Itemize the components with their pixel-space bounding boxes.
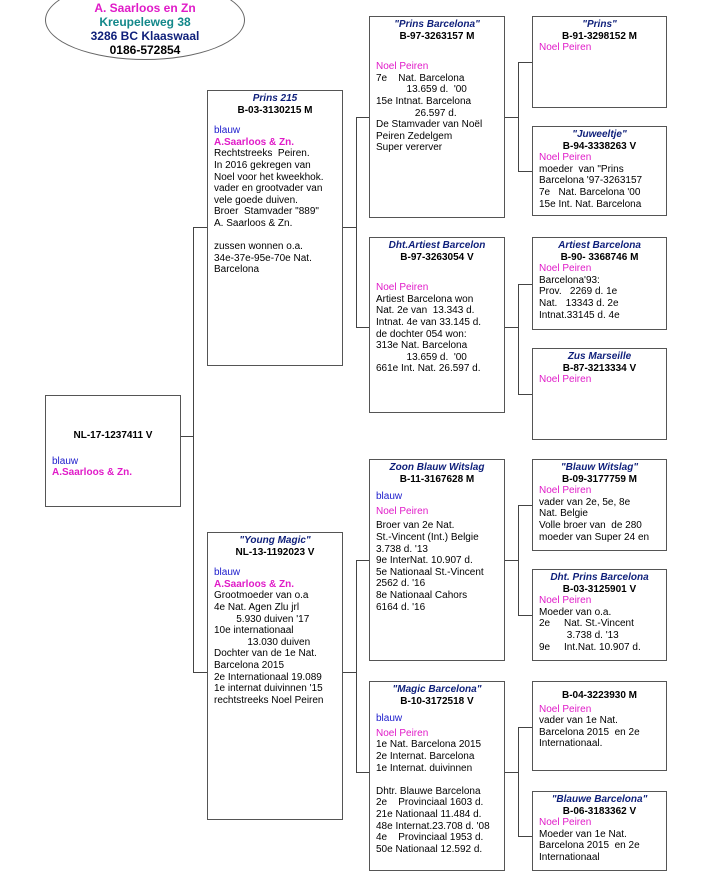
sd-dam-card[interactable] [532, 348, 667, 440]
subject-card[interactable] [45, 395, 181, 507]
dd-dam-name: "Blauwe Barcelona" [551, 794, 648, 805]
note-line: 661e Int. Nat. 26.597 d. [376, 363, 481, 375]
sire-dam-ring-number: B-97-3263054 V [400, 251, 474, 263]
note-line: Barcelona 2015 en 2e [539, 726, 640, 738]
dd-sire-notes [539, 715, 660, 750]
dam-dam-card[interactable] [369, 681, 505, 871]
connector [356, 117, 357, 328]
dam-sire-breeder: Noel Peiren [376, 505, 429, 517]
dd-dam-card[interactable] [532, 791, 667, 871]
note-line: Moeder van 1e Nat. [539, 828, 627, 840]
note-line: zussen wonnen o.a. [214, 241, 303, 253]
note-line: 15e Intnat. Barcelona [376, 95, 472, 107]
note-line: Barcelona'93: [539, 274, 600, 286]
note-line: 50e Nationaal 12.592 d. [376, 843, 483, 855]
note-line: de dochter 054 won: [376, 328, 467, 340]
note-line: In 2016 gekregen van [214, 159, 311, 171]
connector [356, 117, 369, 118]
note-line: 5e Nationaal St.-Vincent [376, 566, 484, 578]
connector [518, 62, 519, 172]
note-line: Barcelona 2015 en 2e [539, 840, 640, 852]
dd-dam-notes [539, 829, 660, 864]
note-line: 26.597 d. [376, 107, 457, 119]
dd-sire-card[interactable] [532, 681, 667, 771]
note-line: Peiren Zedelgem [376, 130, 453, 142]
breeder-header [45, 0, 245, 60]
note-line: 9e Int.Nat. 10.907 d. [539, 641, 641, 653]
note-line: moeder van "Prins [539, 163, 624, 175]
connector [342, 227, 356, 228]
sire-sire-name: "Prins Barcelona" [394, 19, 480, 30]
note-line: Rechtstreeks Peiren. [214, 148, 310, 160]
connector [342, 672, 356, 673]
header-phone: 0186-572854 [109, 43, 181, 57]
connector [356, 327, 369, 328]
connector [518, 171, 532, 172]
note-line: A. Saarloos & Zn. [214, 217, 293, 229]
subject-breeder: A.Saarloos & Zn. [52, 467, 133, 479]
note-line: Barcelona [214, 264, 260, 276]
sd-sire-name: Artiest Barcelona [558, 240, 641, 251]
note-line: Noel voor het kweekhok. [214, 171, 324, 183]
dam-sire-ring-number: B-11-3167628 M [399, 473, 475, 485]
sire-sire-notes [376, 73, 498, 154]
connector [518, 394, 532, 395]
dd-sire-ring-number: B-04-3223930 M [561, 690, 638, 701]
ss-sire-card[interactable] [532, 16, 667, 108]
dd-sire-breeder: Noel Peiren [539, 703, 592, 715]
note-line: 13.030 duiven [214, 636, 311, 648]
note-line: vele goede duiven. [214, 194, 298, 206]
sd-sire-card[interactable] [532, 237, 667, 330]
dam-notes [214, 590, 336, 706]
ds-sire-breeder: Noel Peiren [539, 485, 592, 497]
note-line: 1e Nat. Barcelona 2015 [376, 739, 482, 751]
note-line: Nat. 13343 d. 2e [539, 297, 619, 309]
ss-dam-ring-number: B-94-3338263 V [562, 140, 637, 152]
ss-sire-ring-number: B-91-3298152 M [561, 30, 638, 42]
note-line: vader en grootvader van [214, 183, 323, 195]
note-line: Dhtr. Blauwe Barcelona [376, 785, 481, 797]
note-line: 2562 d. '16 [376, 578, 426, 590]
sire-dam-breeder: Noel Peiren [376, 282, 429, 294]
connector [505, 772, 518, 773]
dam-sire-notes [376, 520, 498, 613]
sire-name: Prins 215 [252, 93, 298, 104]
note-line: Dochter van de 1e Nat. [214, 648, 317, 660]
note-line: rechtstreeks Noel Peiren [214, 694, 324, 706]
note-line: 34e-37e-95e-70e Nat. [214, 252, 312, 264]
ss-sire-breeder: Noel Peiren [539, 42, 592, 54]
ss-sire-name: "Prins" [582, 19, 617, 30]
note-line: 1e Internat. duivinnen [376, 762, 473, 774]
note-line: Artiest Barcelona won [376, 293, 474, 305]
note-line: vader van 2e, 5e, 8e [539, 496, 631, 508]
header-street: Kreupeleweg 38 [99, 15, 191, 29]
note-line: Barcelona '97-3263157 [539, 175, 643, 187]
note-line: 7e Nat. Barcelona '00 [539, 186, 641, 198]
connector [356, 560, 369, 561]
note-line: 4e Nat. Agen Zlu jrl [214, 601, 300, 613]
note-line: Grootmoeder van o.a [214, 590, 309, 602]
sd-sire-notes [539, 275, 660, 321]
note-line: 1e internat duivinnen '15 [214, 683, 323, 695]
dam-card[interactable] [207, 532, 343, 820]
note-line: St.-Vincent (Int.) Belgie [376, 531, 479, 543]
connector [518, 284, 532, 285]
note-line: Super vererver [376, 142, 443, 154]
note-line: Broer Stamvader "889" [214, 206, 319, 218]
connector [356, 772, 369, 773]
connector [518, 284, 519, 395]
sire-dam-card[interactable] [369, 237, 505, 413]
note-line: 10e internationaal [214, 625, 294, 637]
note-line: Intnat.33145 d. 4e [539, 309, 620, 321]
connector [505, 117, 518, 118]
note-line: 7e Nat. Barcelona [376, 72, 465, 84]
note-line: De Stamvader van Noël [376, 119, 483, 131]
sire-card[interactable] [207, 90, 343, 366]
ds-dam-breeder: Noel Peiren [539, 595, 592, 607]
note-line: 3.738 d. '13 [376, 543, 428, 555]
connector [180, 436, 194, 437]
dam-sire-card[interactable] [369, 459, 505, 661]
dam-name: "Young Magic" [239, 535, 311, 546]
note-line: 15e Int. Nat. Barcelona [539, 198, 642, 210]
dam-dam-notes [376, 739, 498, 855]
note-line: 6164 d. '16 [376, 601, 426, 613]
dd-dam-breeder: Noel Peiren [539, 817, 592, 829]
connector [193, 227, 207, 228]
connector [518, 505, 519, 616]
sire-sire-breeder: Noel Peiren [376, 61, 429, 73]
note-line: Internationaal. [539, 738, 603, 750]
note-line: 9e InterNat. 10.907 d. [376, 555, 473, 567]
note-line: 2e Provinciaal 1603 d. [376, 797, 484, 809]
dam-sire-name: Zoon Blauw Witslag [389, 462, 485, 473]
note-line: 2e Internationaal 19.089 [214, 671, 322, 683]
ss-dam-name: "Juweeltje" [572, 129, 627, 140]
connector [518, 62, 532, 63]
sire-color: blauw [214, 125, 241, 137]
note-line: 8e Nationaal Cahors [376, 589, 468, 601]
ss-dam-notes [539, 164, 660, 210]
sd-sire-breeder: Noel Peiren [539, 263, 592, 275]
note-line: 313e Nat. Barcelona [376, 340, 468, 352]
header-name: A. Saarloos en Zn [94, 1, 196, 15]
dd-dam-ring-number: B-06-3183362 V [562, 805, 637, 817]
connector [518, 615, 532, 616]
sd-dam-name: Zus Marseille [567, 351, 632, 362]
note-line: Internationaal [539, 851, 600, 863]
ds-sire-card[interactable] [532, 459, 667, 551]
sire-sire-card[interactable] [369, 16, 505, 218]
note-line [376, 774, 498, 786]
note-line: moeder van Super 24 en [539, 531, 650, 543]
ss-dam-breeder: Noel Peiren [539, 152, 592, 164]
ds-dam-notes [539, 607, 660, 653]
note-line: Prov. 2269 d. 1e [539, 286, 618, 298]
note-line: 2e Nat. St.-Vincent [539, 618, 634, 630]
note-line: 13.659 d. '00 [376, 351, 467, 363]
note-line: 3.738 d. '13 [539, 629, 619, 641]
connector [505, 327, 518, 328]
note-line: 5.930 duiven '17 [214, 613, 310, 625]
dam-ring-number: NL-13-1192023 V [235, 546, 315, 558]
ds-dam-name: Dht. Prins Barcelona [550, 572, 649, 583]
note-line: 13.659 d. '00 [376, 84, 467, 96]
connector [505, 560, 518, 561]
subject-color: blauw [52, 455, 79, 467]
subject-ring-number: NL-17-1237411 V [73, 430, 153, 441]
ds-dam-ring-number: B-03-3125901 V [562, 583, 637, 595]
connector [518, 727, 519, 837]
connector [518, 505, 532, 506]
sire-notes [214, 148, 336, 276]
dam-dam-breeder: Noel Peiren [376, 727, 429, 739]
sd-dam-ring-number: B-87-3213334 V [562, 362, 637, 374]
sire-sire-ring-number: B-97-3263157 M [399, 30, 475, 42]
note-line: 48e Internat.23.708 d. '08 [376, 820, 490, 832]
ds-sire-notes [539, 497, 660, 543]
sire-dam-name: Dht.Artiest Barcelon [388, 240, 486, 251]
connector [518, 727, 532, 728]
note-line [214, 230, 336, 242]
note-line: 4e Provinciaal 1953 d. [376, 832, 484, 844]
sire-breeder: A.Saarloos & Zn. [214, 136, 295, 148]
dam-breeder: A.Saarloos & Zn. [214, 578, 295, 590]
note-line: 2e Internat. Barcelona [376, 750, 475, 762]
dam-sire-color: blauw [376, 491, 403, 503]
note-line: Broer van 2e Nat. [376, 520, 455, 532]
header-city: 3286 BC Klaaswaal [90, 29, 200, 43]
connector [193, 227, 194, 673]
connector [518, 836, 532, 837]
note-line: Intnat. 4e van 33.145 d. [376, 316, 482, 328]
note-line: Barcelona 2015 [214, 659, 285, 671]
note-line: Moeder van o.a. [539, 606, 612, 618]
sd-sire-ring-number: B-90- 3368746 M [560, 251, 639, 263]
note-line: vader van 1e Nat. [539, 715, 618, 727]
ds-sire-name: "Blauw Witslag" [560, 462, 639, 473]
note-line: Nat. 2e van 13.343 d. [376, 305, 475, 317]
dam-dam-ring-number: B-10-3172518 V [400, 695, 474, 707]
sd-dam-breeder: Noel Peiren [539, 374, 592, 386]
ds-sire-ring-number: B-09-3177759 M [561, 473, 638, 485]
sire-ring-number: B-03-3130215 M [237, 104, 313, 116]
note-line: Volle broer van de 280 [539, 519, 642, 531]
connector [193, 672, 207, 673]
dam-dam-name: "Magic Barcelona" [392, 684, 482, 695]
connector [356, 560, 357, 773]
ds-dam-card[interactable] [532, 569, 667, 661]
ss-dam-card[interactable] [532, 126, 667, 216]
dam-color: blauw [214, 567, 241, 579]
sire-dam-notes [376, 294, 498, 375]
note-line: 21e Nationaal 11.484 d. [376, 808, 482, 820]
note-line: Nat. Belgie [539, 508, 588, 520]
dam-dam-color: blauw [376, 713, 403, 725]
